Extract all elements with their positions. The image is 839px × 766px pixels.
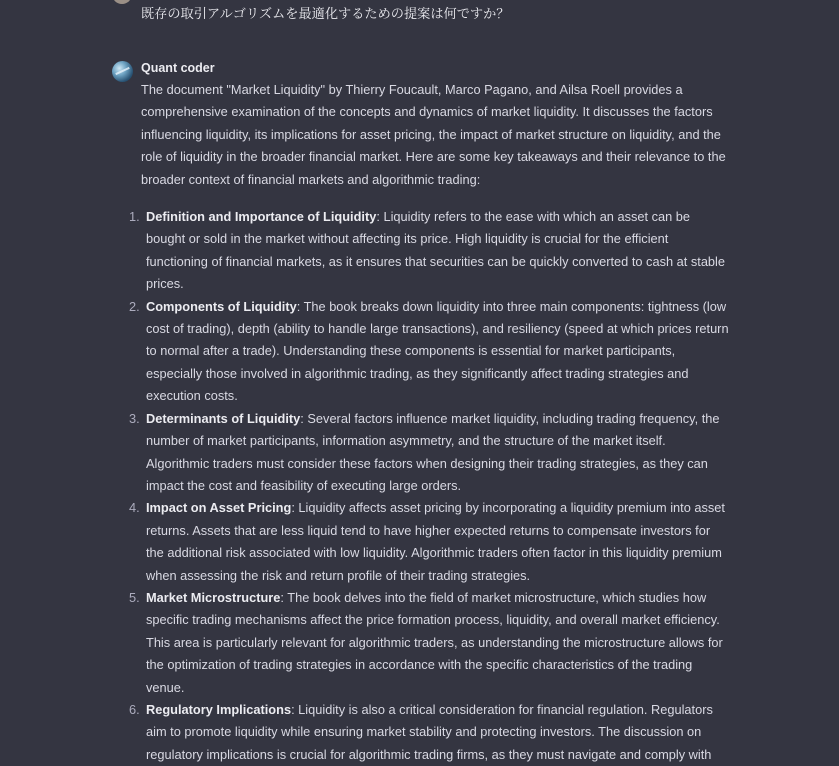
list-item <box>129 408 731 498</box>
list-number: 4. <box>129 500 140 516</box>
list-item-term: Determinants of Liquidity <box>146 410 301 426</box>
list-number: 5. <box>129 589 140 605</box>
list-item-text: : The book delves into the field of market microstructure, which studies how specific trading mechanisms affect the price formation process, liquidity, and overall market efficiency. This area is particularly relevant for algorithmic traders, as understanding the microstructure allows for the optimization of trading strategies in accordance with the specific characteristics of the trading venue. <box>146 589 723 695</box>
user-message: 既存の取引アルゴリズムを最適化するための提案は何ですか？ <box>141 6 510 21</box>
list-number: 1. <box>129 209 140 225</box>
list-number: 3. <box>129 410 140 426</box>
answer-intro: The document "Market Liquidity" by Thierry Foucault, Marco Pagano, and Ailsa Roell provides a comprehensive examination of the concepts and dynamics of market liquidity. It discusses the factors influencing liquidity, its implications for asset pricing, the impact of market structure on liquidity, and the role of liquidity in the broader financial market. Here are some key takeaways and their relevance to the broader context of financial markets and algorithmic trading: <box>141 82 726 187</box>
list-item <box>129 699 731 766</box>
list-item <box>129 206 731 296</box>
assistant-message <box>129 79 731 766</box>
list-item-text: : The book breaks down liquidity into three main components: tightness (low cost of trading), depth (ability to handle large transactions), and resiliency (speed at which prices return to normal after a trade). Understanding these components is essential for market participants, especially those involved in algorithmic trading, as they significantly affect trading strategies and execution costs. <box>146 298 729 404</box>
list-item <box>129 296 731 408</box>
list-item-text: : Several factors influence market liquidity, including trading frequency, the number of market participants, information asymmetry, and the structure of the market itself. Algorithmic traders must consider these factors when designing their trading strategies, as they can impact the cost and feasibility of executing large orders. <box>146 410 720 493</box>
list-item-term: Market Microstructure <box>146 589 281 605</box>
assistant-name: Quant coder <box>141 61 215 75</box>
list-item-term: Components of Liquidity <box>146 298 297 314</box>
list-number: 2. <box>129 298 140 314</box>
list-item <box>129 497 731 587</box>
list-item <box>129 587 731 699</box>
list-item-text: : Liquidity refers to the ease with which an asset can be bought or sold in the market without affecting its price. High liquidity is crucial for the efficient functioning of financial markets, as it ensures that securities can be quickly converted to cash at stable prices. <box>146 209 726 292</box>
key-takeaways-list <box>129 206 731 766</box>
list-item-text: : Liquidity affects asset pricing by incorporating a liquidity premium into asset returns. Assets that are less liquid tend to have higher expected returns to compensate investors for the additional risk associated with low liquidity. Algorithmic traders often factor in this liquidity premium when assessing the risk and return profile of their trading strategies. <box>146 500 725 583</box>
list-item-term: Regulatory Implications <box>146 701 292 717</box>
user-avatar <box>112 0 132 4</box>
list-item-term: Impact on Asset Pricing <box>146 500 292 516</box>
list-number: 6. <box>129 701 140 717</box>
list-item-text: : Liquidity is also a critical consideration for financial regulation. Regulators aim to promote liquidity while ensuring market stability and protecting investors. The discussion on regulatory implications is crucial for algorithmic trading firms, as they must navigate and comply with <box>146 701 713 762</box>
list-item-term: Definition and Importance of Liquidity <box>146 209 377 225</box>
assistant-avatar <box>112 61 133 82</box>
